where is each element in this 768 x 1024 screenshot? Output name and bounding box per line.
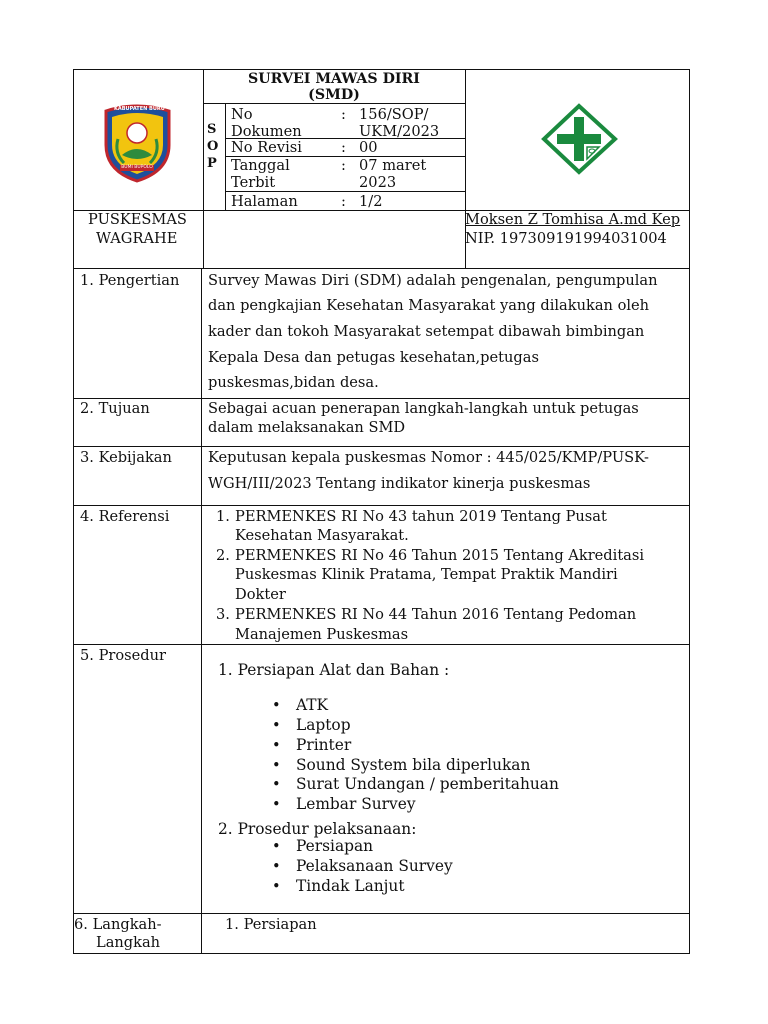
section-label-pengertian: 1. Pengertian <box>80 272 180 289</box>
referensi-number: 1. <box>216 508 230 525</box>
tujuan-line: dalam melaksanakan SMD <box>208 419 406 436</box>
institution-name-2: WAGRAHE <box>96 230 178 247</box>
list-item: Sound System bila diperlukan <box>296 756 531 774</box>
tanggal-label: Tanggal <box>231 157 290 174</box>
list-item: ATK <box>296 696 329 714</box>
referensi-line: PERMENKES RI No 43 tahun 2019 Tentang Pusat <box>235 508 607 525</box>
sop-letter-p: P <box>207 156 217 171</box>
tanggal-label-2: Terbit <box>231 174 276 191</box>
prosedur-step-1: 1. Persiapan Alat dan Bahan : <box>218 661 450 679</box>
signer-nip: NIP. 197309191994031004 <box>465 230 667 247</box>
bullet: • <box>272 757 281 774</box>
bullet: • <box>272 737 281 754</box>
list-item: Lembar Survey <box>296 795 416 813</box>
logo-text-bottom: BUMI BUPOLO <box>121 165 153 170</box>
colon: : <box>341 106 346 123</box>
pengertian-line: Survey Mawas Diri (SDM) adalah pengenalan, pengumpulan <box>208 272 658 289</box>
referensi-line: Kesehatan Masyarakat. <box>235 527 409 544</box>
section-label-kebijakan: 3. Kebijakan <box>80 449 172 466</box>
referensi-line: Puskesmas Klinik Pratama, Tempat Praktik Mandiri <box>235 566 618 583</box>
no-dokumen-label: No <box>231 106 253 123</box>
referensi-line: PERMENKES RI No 46 Tahun 2015 Tentang Akreditasi <box>235 547 645 564</box>
halaman-value: 1/2 <box>359 193 383 210</box>
no-dokumen-label-2: Dokumen <box>231 123 302 140</box>
puskesmas-cross-logo <box>541 103 618 175</box>
no-dokumen-value-2: UKM/2023 <box>359 123 440 140</box>
kabupaten-buru-logo <box>100 103 175 183</box>
prosedur-step-2: 2. Prosedur pelaksanaan: <box>218 820 417 838</box>
logo-text-top: KABUPATEN BURU <box>114 106 165 112</box>
bullet: • <box>272 838 281 855</box>
kebijakan-line: Keputusan kepala puskesmas Nomor : 445/025/KMP/PUSK- <box>208 449 649 466</box>
no-revisi-value: 00 <box>359 139 378 156</box>
sop-letter-o: O <box>207 139 219 154</box>
section-label-langkah-2: Langkah <box>96 934 161 951</box>
document-subtitle: (SMD) <box>308 87 360 103</box>
referensi-line: PERMENKES RI No 44 Tahun 2016 Tentang Pedoman <box>235 606 637 623</box>
sop-letter-s: S <box>207 122 217 137</box>
no-revisi-label: No Revisi <box>231 139 302 156</box>
list-item: Laptop <box>296 716 351 734</box>
section-label-prosedur: 5. Prosedur <box>80 647 166 664</box>
referensi-line: Manajemen Puskesmas <box>235 626 409 643</box>
referensi-number: 2. <box>216 547 230 564</box>
institution-name: PUSKESMAS <box>88 211 187 228</box>
document-title: SURVEI MAWAS DIRI <box>248 71 420 87</box>
no-dokumen-value: 156/SOP/ <box>359 106 429 123</box>
pengertian-line: dan pengkajian Kesehatan Masyarakat yang dilakukan oleh <box>208 297 650 314</box>
bullet: • <box>272 697 281 714</box>
pengertian-line: Kepala Desa dan petugas kesehatan,petugas <box>208 349 539 366</box>
section-label-referensi: 4. Referensi <box>80 508 170 525</box>
halaman-label: Halaman <box>231 193 298 210</box>
bullet: • <box>272 878 281 895</box>
colon: : <box>341 157 346 174</box>
bullet: • <box>272 717 281 734</box>
kebijakan-line: WGH/III/2023 Tentang indikator kinerja puskesmas <box>208 475 591 492</box>
tujuan-line: Sebagai acuan penerapan langkah-langkah untuk petugas <box>208 400 639 417</box>
list-item: Tindak Lanjut <box>296 877 405 895</box>
section-label-langkah: 6. Langkah- <box>74 916 162 933</box>
colon: : <box>341 139 346 156</box>
pengertian-line: kader dan tokoh Masyarakat setempat dibawah bimbingan <box>208 323 645 340</box>
list-item: Surat Undangan / pemberitahuan <box>296 775 559 793</box>
tanggal-value: 07 maret <box>359 157 427 174</box>
signer-name: Moksen Z Tomhisa A.md Kep <box>465 211 681 228</box>
referensi-line: Dokter <box>235 586 286 603</box>
colon: : <box>341 193 346 210</box>
bullet: • <box>272 776 281 793</box>
tanggal-value-2: 2023 <box>359 174 397 191</box>
list-item: Pelaksanaan Survey <box>296 857 453 875</box>
section-label-tujuan: 2. Tujuan <box>80 400 150 417</box>
list-item: Persiapan <box>296 837 374 855</box>
pengertian-line: puskesmas,bidan desa. <box>208 374 379 391</box>
list-item: Printer <box>296 736 352 754</box>
bullet: • <box>272 858 281 875</box>
bullet: • <box>272 796 281 813</box>
referensi-number: 3. <box>216 606 230 623</box>
langkah-step-1: 1. Persiapan <box>225 916 317 933</box>
